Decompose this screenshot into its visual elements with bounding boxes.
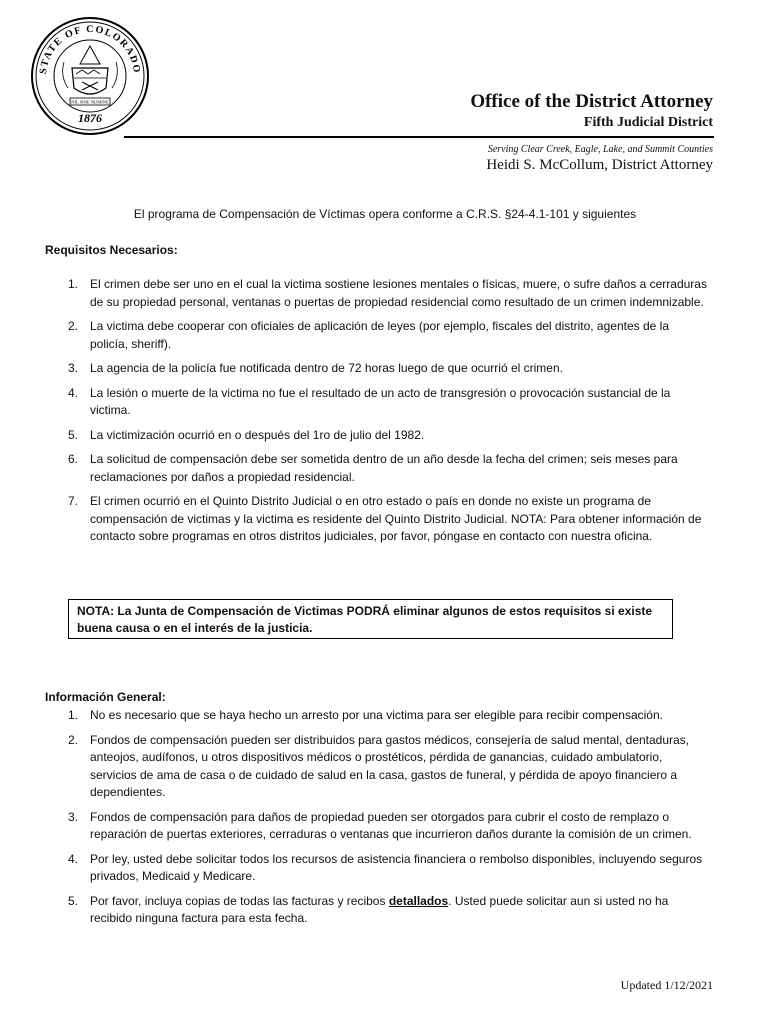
list-item: 1. El crimen debe ser uno en el cual la victima sostiene lesiones mentales o físicas, muere, o sufre daños a cerraduras de su propiedad personal, ventanas o puertas de propiedad residencial como resultado de un crimen indemnizable. xyxy=(68,277,707,309)
list-item-text: El crimen ocurrió en el Quinto Distrito Judicial o en otro estado o país en donde no existe un programa de compensación de victimas y la victima es residente del Quinto Distrito Judicial. NOTA: Para obtener información de contacto sobre programas en otros distritos judiciales, por favor, póngase en contacto con nuestra oficina. xyxy=(90,494,702,543)
list-item-text: La lesión o muerte de la victima no fue el resultado de un acto de transgresión o provocación sustancial de la victima. xyxy=(90,385,671,417)
list-item-text: Fondos de compensación pueden ser distribuidos para gastos médicos, consejería de salud mental, dentaduras, anteojos, audífonos, u otros dispositivos médicos o prostéticos, pérdida de ganancias, cuidado ambulatorio, servicios de ama de casa o de cuidado de salud en la casa, gastos de funeral, y pérdida de apoyo financiero a dependientes. xyxy=(90,732,690,799)
list-item-text: La victimización ocurrió en o después del 1ro de julio del 1982. xyxy=(90,427,425,442)
list-item-text: La solicitud de compensación debe ser sometida dentro de un año desde la fecha del crimen; seis meses para reclamaciones por daños a propiedad residencial. xyxy=(90,452,678,484)
list-item: 3. Fondos de compensación para daños de propiedad pueden ser otorgados para cubrir el costo de remplazo o reparación de puertas exteriores, cerraduras o ventanas que incurrieron daños durante la comisión de un crimen. xyxy=(68,809,692,841)
informacion-general-heading: Información General: xyxy=(45,690,166,704)
general-list xyxy=(68,707,708,935)
office-title: Office of the District Attorney xyxy=(470,91,713,112)
list-item-text: El crimen debe ser uno en el cual la victima sostiene lesiones mentales o físicas, muere, o sufre daños a cerraduras de su propiedad personal, ventanas o puertas de propiedad residencial como resultado de un crimen indemnizable. xyxy=(90,277,707,309)
list-item: 2. Fondos de compensación pueden ser distribuidos para gastos médicos, consejería de salud mental, dentaduras, anteojos, audífonos, u otros dispositivos médicos o prostéticos, pérdida de ganancias, cuidado ambulatorio, servicios de ama de casa o de cuidado de salud en la casa, gastos de funeral, y pérdida de apoyo financiero a dependientes. xyxy=(68,732,690,799)
header-divider xyxy=(124,136,714,138)
list-item: 3. La agencia de la policía fue notificada dentro de 72 horas luego de que ocurrió el crimen. xyxy=(68,361,563,375)
list-item: 2. La victima debe cooperar con oficiales de aplicación de leyes (por ejemplo, fiscales del distrito, agentes de la policía, sheriff). xyxy=(68,319,669,351)
list-item: 4. La lesión o muerte de la victima no fue el resultado de un acto de transgresión o provocación sustancial de la victima. xyxy=(68,385,671,417)
requisitos-heading: Requisitos Necesarios: xyxy=(45,243,178,257)
requisitos-list xyxy=(68,276,708,553)
updated-date: Updated 1/12/2021 xyxy=(620,978,713,992)
seal-top-text: STATE OF COLORADO xyxy=(37,23,143,75)
list-item: 6. La solicitud de compensación debe ser sometida dentro de un año desde la fecha del crimen; seis meses para reclamaciones por daños a propiedad residencial. xyxy=(68,452,678,484)
list-item-text: La victima debe cooperar con oficiales de aplicación de leyes (por ejemplo, fiscales del distrito, agentes de la policía, sheriff). xyxy=(90,319,669,351)
seal-motto: NIL SINE NUMINE xyxy=(71,99,109,105)
list-item: 5. La victimización ocurrió en o después del 1ro de julio del 1982. xyxy=(68,427,425,442)
nota-box: NOTA: La Junta de Compensación de Victimas PODRÁ eliminar algunos de estos requisitos si existe buena causa o en el interés de la justicia. xyxy=(68,599,673,639)
list-item-text: Por favor, incluya copias de todas las facturas y recibos detallados. Usted puede solicitar aun si usted no ha recibido ninguna factura para esta fecha. xyxy=(90,893,669,925)
district-attorney-name: Heidi S. McCollum, District Attorney xyxy=(486,157,713,173)
list-item-text: Fondos de compensación para daños de propiedad pueden ser otorgados para cubrir el costo de remplazo o reparación de puertas exteriores, cerraduras o ventanas que incurrieron daños durante la comisión de un crimen. xyxy=(90,809,692,841)
list-item: 7. El crimen ocurrió en el Quinto Distrito Judicial o en otro estado o país en donde no existe un programa de compensación de victimas y la victima es residente del Quinto Distrito Judicial. NOTA: Para obtener información de contacto sobre programas en otros distritos judiciales, por favor, póngase en contacto con nuestra oficina. xyxy=(68,494,702,543)
serving-counties: Serving Clear Creek, Eagle, Lake, and Summit Counties xyxy=(487,144,713,155)
list-item: 1. No es necesario que se haya hecho un arresto por una victima para ser elegible para recibir compensación. xyxy=(68,708,663,722)
list-item: 4. Por ley, usted debe solicitar todos los recursos de asistencia financiera o rembolso disponibles, incluyendo seguros privados, Medicaid y Medicare. xyxy=(68,851,703,883)
district-name: Fifth Judicial District xyxy=(583,115,713,130)
list-item-text: La agencia de la policía fue notificada dentro de 72 horas luego de que ocurrió el crimen. xyxy=(90,361,563,375)
list-item-text: No es necesario que se haya hecho un arresto por una victima para ser elegible para recibir compensación. xyxy=(90,708,663,722)
intro-statement: El programa de Compensación de Víctimas opera conforme a C.R.S. §24-4.1-101 y siguientes xyxy=(133,207,637,221)
seal-year: 1876 xyxy=(78,111,102,125)
state-seal xyxy=(30,16,150,136)
detallados-emphasis: detallados xyxy=(388,893,449,908)
letterhead xyxy=(470,90,713,132)
list-item-text: Por ley, usted debe solicitar todos los recursos de asistencia financiera o rembolso disponibles, incluyendo seguros privados, Medicaid y Medicare. xyxy=(90,851,703,883)
list-item: 5. Por favor, incluya copias de todas las facturas y recibos detallados. Usted puede solicitar aun si usted no ha recibido ninguna factura para esta fecha. xyxy=(68,893,669,925)
